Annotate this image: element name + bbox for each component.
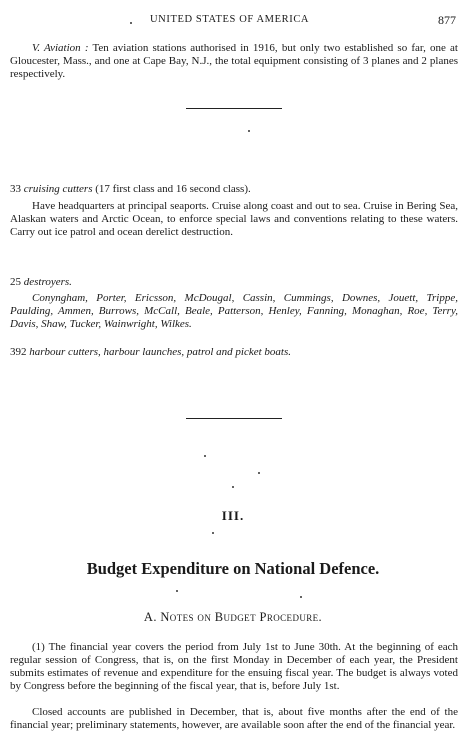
print-speck	[212, 532, 214, 534]
aviation-label: V. Aviation :	[32, 42, 89, 54]
print-speck	[248, 130, 250, 132]
print-speck	[130, 22, 132, 24]
running-title: UNITED STATES OF AMERICA	[150, 14, 310, 25]
cutters-paragraph: Have headquarters at principal seaports. Cruise along coast and out to sea. Cruise in Bering Sea, Alaskan waters and Arctic Ocean, to enforce special laws and conventions relating to these waters. Carry out ice patrol and ocean derelict destruction.	[10, 200, 458, 238]
print-speck	[300, 596, 302, 598]
section-number: III.	[221, 508, 245, 523]
subsection-title: A. Notes on Budget Procedure.	[143, 610, 323, 624]
aviation-paragraph	[10, 42, 458, 81]
cutters-label: cruising cutters	[23, 183, 93, 195]
cutters-suffix: (17 first class and 16 second class).	[95, 183, 251, 195]
destroyers-heading	[10, 276, 458, 289]
procedure-paragraph-2: Closed accounts are published in December, that is, about five months after the end of the financial year; preliminary statements, however, are available soon after the end of the financial year.	[10, 706, 458, 731]
cutters-count: 33	[10, 183, 21, 195]
running-head	[0, 14, 466, 30]
print-speck	[176, 590, 178, 592]
aviation-text: Ten aviation stations authorised in 1916, but only two established so far, one at Gloucester, Mass., and one at Cape Bay, N.J., the total equipment consisting of 3 planes and 2 planes respectively.	[10, 42, 458, 80]
section-title: Budget Expenditure on National Defence.	[86, 559, 380, 578]
destroyers-count: 25	[10, 276, 21, 288]
procedure-paragraph-1: (1) The financial year covers the period from July 1st to June 30th. At the beginning of each regular session of Congress, that is, on the first Monday in December of each year, the President submits estimates of revenue and expenditure for the ensuing fiscal year. The budget is always voted by Congress before the beginning of the fiscal year, that is, before July 1st.	[10, 641, 458, 692]
harbour-heading	[10, 346, 458, 359]
print-speck	[232, 486, 234, 488]
harbour-count: 392	[10, 346, 27, 358]
destroyers-names-text: Conyngham, Porter, Ericsson, McDougal, Cassin, Cummings, Downes, Jouett, Trippe, Paulding, Ammen, Burrows, McCall, Beale, Patterson, Henley, Fanning, Monaghan, Roe, Terry, Davis, Shaw, Tucker, Wainwright, Wilkes.	[10, 292, 458, 330]
cutters-heading	[10, 183, 458, 196]
separator-rule-1	[186, 108, 282, 109]
page-number: 877	[438, 13, 456, 27]
print-speck	[204, 455, 206, 457]
print-speck	[258, 472, 260, 474]
harbour-label: harbour cutters, harbour launches, patrol and picket boats.	[29, 346, 291, 358]
destroyers-label: destroyers.	[23, 276, 72, 288]
destroyers-names	[10, 292, 458, 331]
separator-rule-2	[186, 418, 282, 419]
